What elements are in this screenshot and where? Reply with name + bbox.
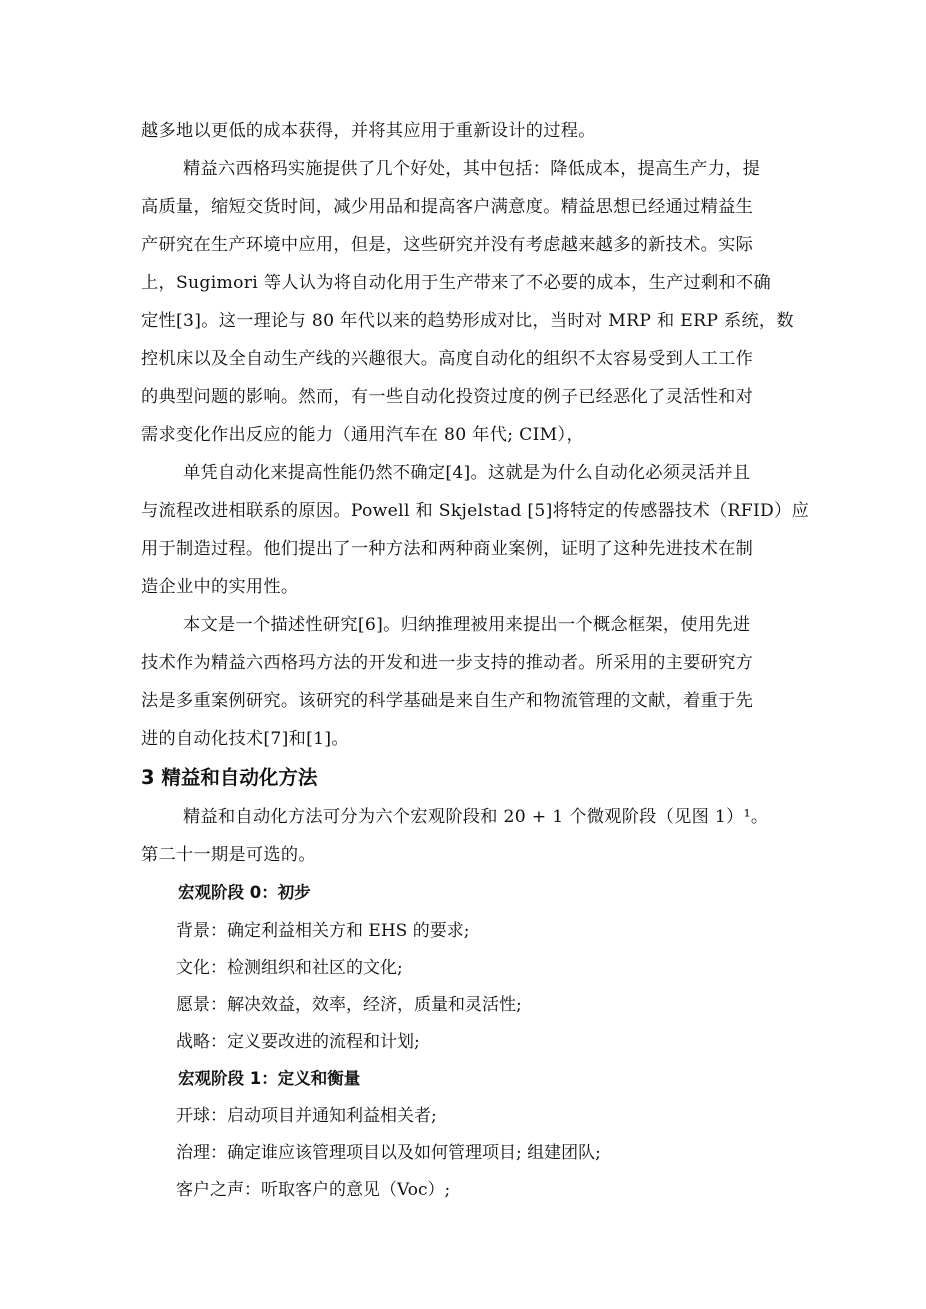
- paragraph-line: 控机床以及全自动生产线的兴趣很大。高度自动化的组织不太容易受到人工工作: [141, 349, 754, 369]
- paragraph-line: 造企业中的实用性。: [141, 577, 299, 597]
- phase-1-item: 客户之声：听取客户的意见（Voc）;: [176, 1180, 451, 1200]
- paragraph-line: 法是多重案例研究。该研究的科学基础是来自生产和物流管理的文献，着重于先: [141, 691, 754, 711]
- paragraph-line: 精益和自动化方法可分为六个宏观阶段和 20 + 1 个微观阶段（见图 1）¹。: [183, 807, 769, 827]
- paragraph-line: 精益六西格玛实施提供了几个好处，其中包括：降低成本，提高生产力，提: [183, 159, 761, 179]
- paragraph-line: 上，Sugimori 等人认为将自动化用于生产带来了不必要的成本，生产过剩和不确: [141, 273, 771, 293]
- paragraph-line: 单凭自动化来提高性能仍然不确定[4]。这就是为什么自动化必须灵活并且: [183, 463, 751, 483]
- paragraph-line: 越多地以更低的成本获得，并将其应用于重新设计的过程。: [141, 121, 596, 141]
- phase-0-item: 愿景：解决效益，效率，经济，质量和灵活性;: [176, 995, 522, 1015]
- paragraph-line: 本文是一个描述性研究[6]。归纳推理被用来提出一个概念框架，使用先进: [183, 615, 751, 635]
- paragraph-line: 技术作为精益六西格玛方法的开发和进一步支持的推动者。所采用的主要研究方: [141, 653, 754, 673]
- paragraph-line: 定性[3]。这一理论与 80 年代以来的趋势形成对比，当时对 MRP 和 ERP 系统，数: [141, 311, 794, 331]
- paragraph-line: 用于制造过程。他们提出了一种方法和两种商业案例，证明了这种先进技术在制: [141, 539, 754, 559]
- paragraph-line: 的典型问题的影响。然而，有一些自动化投资过度的例子已经恶化了灵活性和对: [141, 387, 754, 407]
- phase-1-title: 宏观阶段 1：定义和衡量: [178, 1069, 361, 1088]
- paragraph-line: 高质量，缩短交货时间，减少用品和提高客户满意度。精益思想已经通过精益生: [141, 197, 754, 217]
- paragraph-line: 第二十一期是可选的。: [141, 845, 316, 865]
- paragraph-line: 需求变化作出反应的能力（通用汽车在 80 年代; CIM），: [141, 425, 584, 445]
- phase-0-title: 宏观阶段 0：初步: [178, 883, 311, 902]
- phase-1-item: 治理：确定谁应该管理项目以及如何管理项目; 组建团队;: [176, 1143, 601, 1163]
- paragraph-line: 与流程改进相联系的原因。Powell 和 Skjelstad [5]将特定的传感器技术（RFID）应: [141, 501, 810, 521]
- phase-1-item: 开球：启动项目并通知利益相关者;: [176, 1106, 437, 1126]
- phase-0-item: 背景：确定利益相关方和 EHS 的要求;: [176, 921, 470, 941]
- paragraph-line: 产研究在生产环境中应用，但是，这些研究并没有考虑越来越多的新技术。实际: [141, 235, 754, 255]
- paragraph-line: 进的自动化技术[7]和[1]。: [141, 729, 349, 749]
- section-heading: 3 精益和自动化方法: [141, 766, 318, 789]
- phase-0-item: 文化：检测组织和社区的文化;: [176, 958, 403, 978]
- phase-0-item: 战略：定义要改进的流程和计划;: [176, 1032, 420, 1052]
